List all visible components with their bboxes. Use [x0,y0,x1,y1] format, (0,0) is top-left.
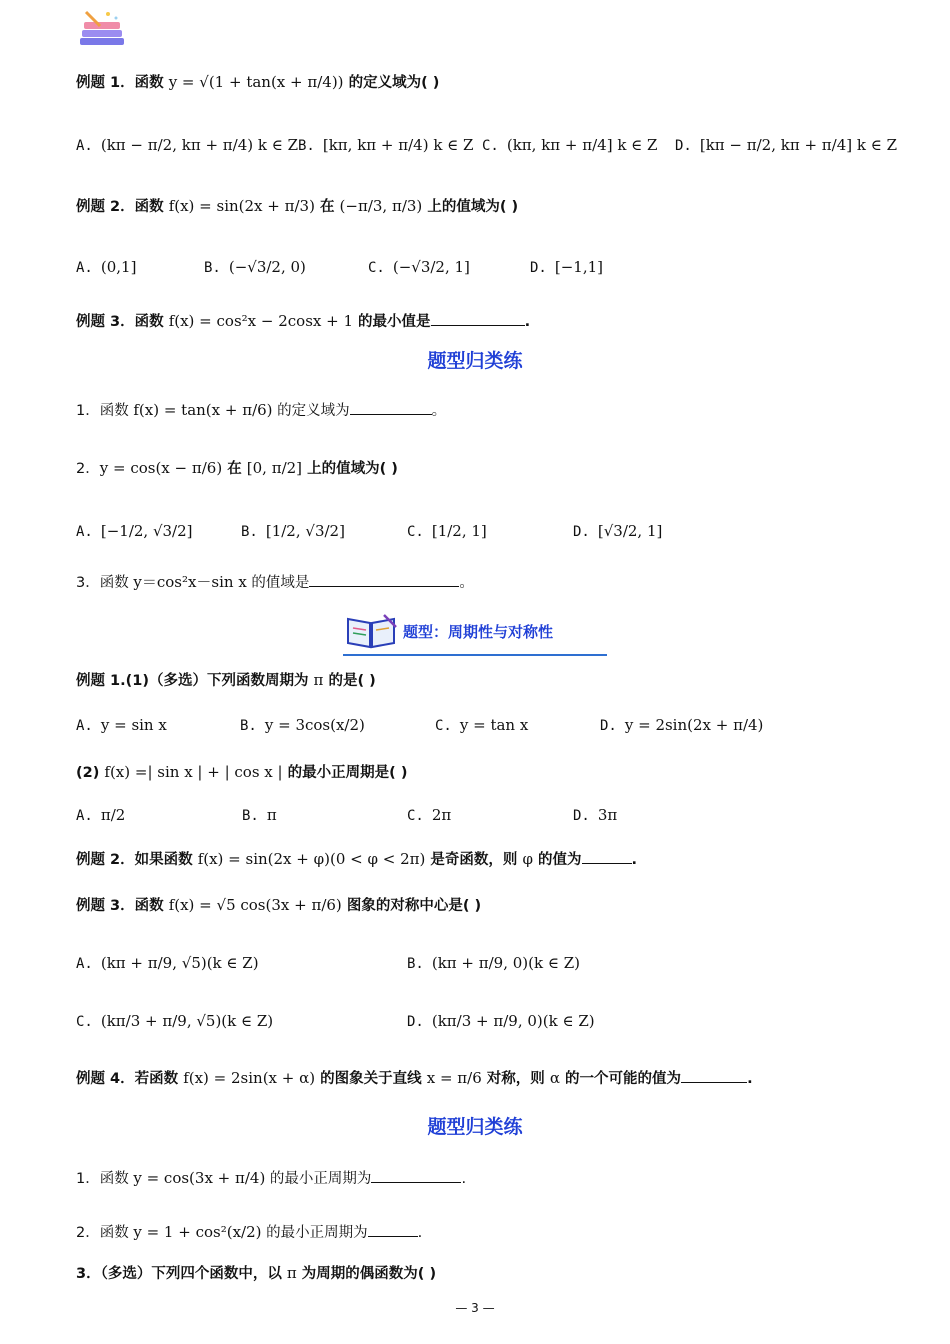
example-2-odd-function: 例题 2．如果函数 f(x) = sin(2x + φ)(0 < φ < 2π) 是奇函数，则 φ 的值为 . [76,850,638,868]
answer-blank[interactable] [309,572,459,587]
example-1-option-d[interactable]: D. [kπ − π/2, kπ + π/4] k ∈ Z [675,136,898,154]
example-4-symmetry-axis: 例题 4．若函数 f(x) = 2sin(x + α) 的图象关于直线 x = π/6 对称，则 α 的一个可能的值为 . [76,1069,753,1087]
example-2-option-a[interactable]: A. (0,1] [76,258,137,276]
example-3-option-d[interactable]: D. (kπ/3 + π/9, 0)(k ∈ Z) [407,1012,595,1030]
answer-blank[interactable] [350,400,432,415]
practice-1: 1．函数 f(x) = tan(x + π/6) 的定义域为 。 [76,401,447,419]
example-1-part-2-option-a[interactable]: A. π/2 [76,806,126,824]
example-1-part-1-option-d[interactable]: D. y = 2sin(2x + π/4) [600,716,764,734]
practice-2-1: 1．函数 y = cos(3x + π/4) 的最小正周期为 . [76,1169,467,1187]
example-1-part-2-option-b[interactable]: B. π [242,806,277,824]
example-1-option-a[interactable]: A. (kπ − π/2, kπ + π/4) k ∈ Z [76,136,299,154]
stacked-books-icon [78,8,130,52]
answer-blank[interactable] [582,849,632,864]
practice-2-option-b[interactable]: B. [1/2, √3/2] [241,522,345,540]
practice-heading-2: 题型归类练 [427,1116,523,1138]
practice-2-3: 3．（多选）下列四个函数中，以 π 为周期的偶函数为( ) [76,1264,437,1282]
example-3-option-b[interactable]: B. (kπ + π/9, 0)(k ∈ Z) [407,954,581,972]
answer-blank[interactable] [681,1068,747,1083]
practice-2-2: 2．函数 y = 1 + cos²(x/2) 的最小正周期为 . [76,1223,423,1241]
practice-2-option-d[interactable]: D. [√3/2, 1] [573,522,663,540]
example-3-option-c[interactable]: C. (kπ/3 + π/9, √5)(k ∈ Z) [76,1012,274,1030]
practice-3: 3．函数 y＝cos²x－sin x 的值域是 。 [76,573,474,591]
example-1-part-1-option-a[interactable]: A. y = sin x [76,716,167,734]
section-title: 题型：周期性与对称性 [403,623,554,641]
page-number: — 3 — [455,1301,495,1315]
answer-blank[interactable] [431,311,525,326]
example-1-part-1-option-c[interactable]: C. y = tan x [435,716,529,734]
example-1-option-c[interactable]: C. (kπ, kπ + π/4] k ∈ Z [482,136,658,154]
example-1-part-1: 例题 1.(1)（多选）下列函数周期为 π 的是( ) [76,671,376,689]
example-3: 例题 3．函数 f(x) = cos²x − 2cosx + 1 的最小值是 . [76,312,531,330]
section-divider [343,654,607,656]
example-1-part-2-option-d[interactable]: D. 3π [573,806,618,824]
example-3-symmetry-center: 例题 3．函数 f(x) = √5 cos(3x + π/6) 图象的对称中心是( ) [76,896,482,914]
example-3-option-a[interactable]: A. (kπ + π/9, √5)(k ∈ Z) [76,954,259,972]
example-2-option-b[interactable]: B. (−√3/2, 0) [204,258,306,276]
open-book-icon [344,611,398,651]
example-2-option-d[interactable]: D. [−1,1] [530,258,603,276]
example-1-part-2-option-c[interactable]: C. 2π [407,806,452,824]
example-2-option-c[interactable]: C. (−√3/2, 1] [368,258,470,276]
practice-heading: 题型归类练 [427,350,523,372]
example-1-part-1-option-b[interactable]: B. y = 3cos(x/2) [240,716,365,734]
practice-2-option-c[interactable]: C. [1/2, 1] [407,522,487,540]
answer-blank[interactable] [371,1168,461,1183]
practice-2: 2．y = cos(x − π/6) 在 [0, π/2] 上的值域为( ) [76,459,398,477]
practice-2-option-a[interactable]: A. [−1/2, √3/2] [76,522,193,540]
example-1-option-b[interactable]: B. [kπ, kπ + π/4) k ∈ Z [298,136,474,154]
example-1-part-2: (2) f(x) =| sin x | + | cos x | 的最小正周期是( ) [76,763,408,781]
example-1: 例题 1．函数 y = √(1 + tan(x + π/4)) 的定义域为( ) [76,73,440,91]
answer-blank[interactable] [368,1222,418,1237]
example-2: 例题 2．函数 f(x) = sin(2x + π/3) 在 (−π/3, π/3) 上的值域为( ) [76,197,519,215]
